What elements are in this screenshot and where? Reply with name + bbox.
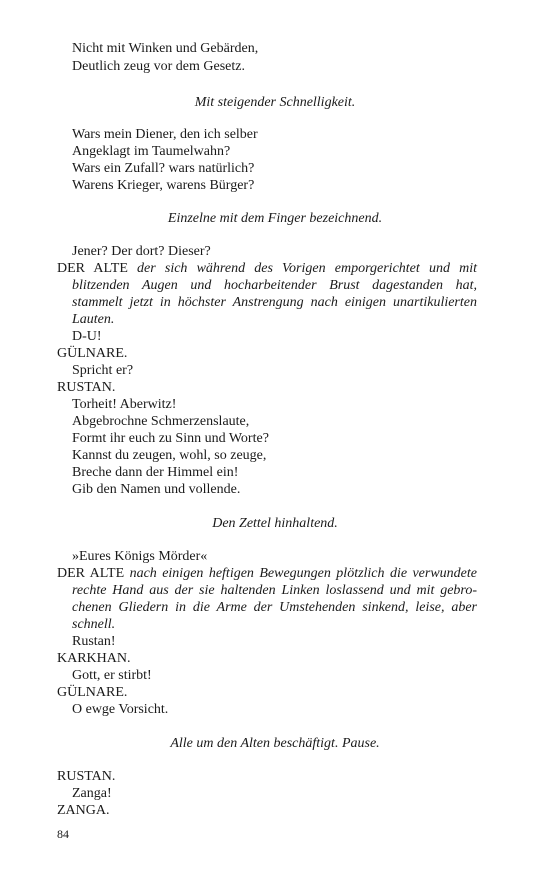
verse-line: Breche dann der Himmel ein! xyxy=(72,465,239,480)
verse-line: Rustan! xyxy=(72,634,116,649)
stage-direction: Alle um den Alten beschäftigt. Pause. xyxy=(170,736,380,751)
verse-line: Formt ihr euch zu Sinn und Worte? xyxy=(72,431,269,446)
verse-line: Nicht mit Winken und Gebärden, xyxy=(72,41,259,56)
verse-line: Abgebrochne Schmerzenslaute, xyxy=(72,414,250,429)
speaker-name: KARKHAN. xyxy=(57,651,131,666)
verse-line: Angeklagt im Taumelwahn? xyxy=(72,144,231,159)
verse-line: »Eures Königs Mörder« xyxy=(72,549,208,564)
stage-direction-cont: chenen Gliedern in die Arme der Umstehenden sinkend, leise, aber xyxy=(72,600,477,615)
verse-line: Gib den Namen und vollende. xyxy=(72,482,241,497)
verse-line: Kannst du zeugen, wohl, so zeuge, xyxy=(72,448,267,463)
verse-line: Spricht er? xyxy=(72,363,134,378)
stage-direction-cont: rechte Hand aus der sie haltenden Linken loslassend und mit gebro- xyxy=(72,583,477,598)
speaker-line xyxy=(57,260,477,277)
verse-line: Warens Krieger, warens Bürger? xyxy=(72,178,255,193)
stage-direction: Den Zettel hinhaltend. xyxy=(212,516,338,531)
speaker-line xyxy=(57,565,477,582)
verse-line: Torheit! Aberwitz! xyxy=(72,397,177,412)
inline-stage-direction: nach einigen heftigen Bewegungen plötzlich die verwundete xyxy=(129,566,477,581)
page-number: 84 xyxy=(57,827,69,841)
stage-direction-cont: stammelt jetzt in höchster Anstrengung nach einigen unartikulierten xyxy=(72,295,477,310)
speaker-name: RUSTAN. xyxy=(57,380,116,395)
verse-line: Jener? Der dort? Dieser? xyxy=(72,244,211,259)
verse-line: Zanga! xyxy=(72,786,112,801)
inline-stage-direction: der sich während des Vorigen emporgerichtet und mit xyxy=(137,261,477,276)
speaker-name: GÜLNARE. xyxy=(57,685,128,700)
verse-line: Deutlich zeug vor dem Gesetz. xyxy=(72,59,245,74)
verse-line: D-U! xyxy=(72,329,102,344)
stage-direction: Mit steigender Schnelligkeit. xyxy=(194,95,356,110)
stage-direction-cont: blitzenden Augen und hocharbeitender Brust dagestanden hat, xyxy=(72,278,477,293)
speaker-name: DER ALTE xyxy=(57,566,125,581)
stage-direction-cont: Lauten. xyxy=(72,312,115,327)
speaker-name: GÜLNARE. xyxy=(57,346,128,361)
verse-line: Wars mein Diener, den ich selber xyxy=(72,127,258,142)
speaker-name: DER ALTE xyxy=(57,261,128,276)
speaker-name: ZANGA. xyxy=(57,803,110,818)
verse-line: O ewge Vorsicht. xyxy=(72,702,169,717)
verse-line: Wars ein Zufall? wars natürlich? xyxy=(72,161,255,176)
stage-direction: Einzelne mit dem Finger bezeichnend. xyxy=(167,211,383,226)
speaker-name: RUSTAN. xyxy=(57,769,116,784)
verse-line: Gott, er stirbt! xyxy=(72,668,152,683)
stage-direction-cont: schnell. xyxy=(72,617,116,632)
